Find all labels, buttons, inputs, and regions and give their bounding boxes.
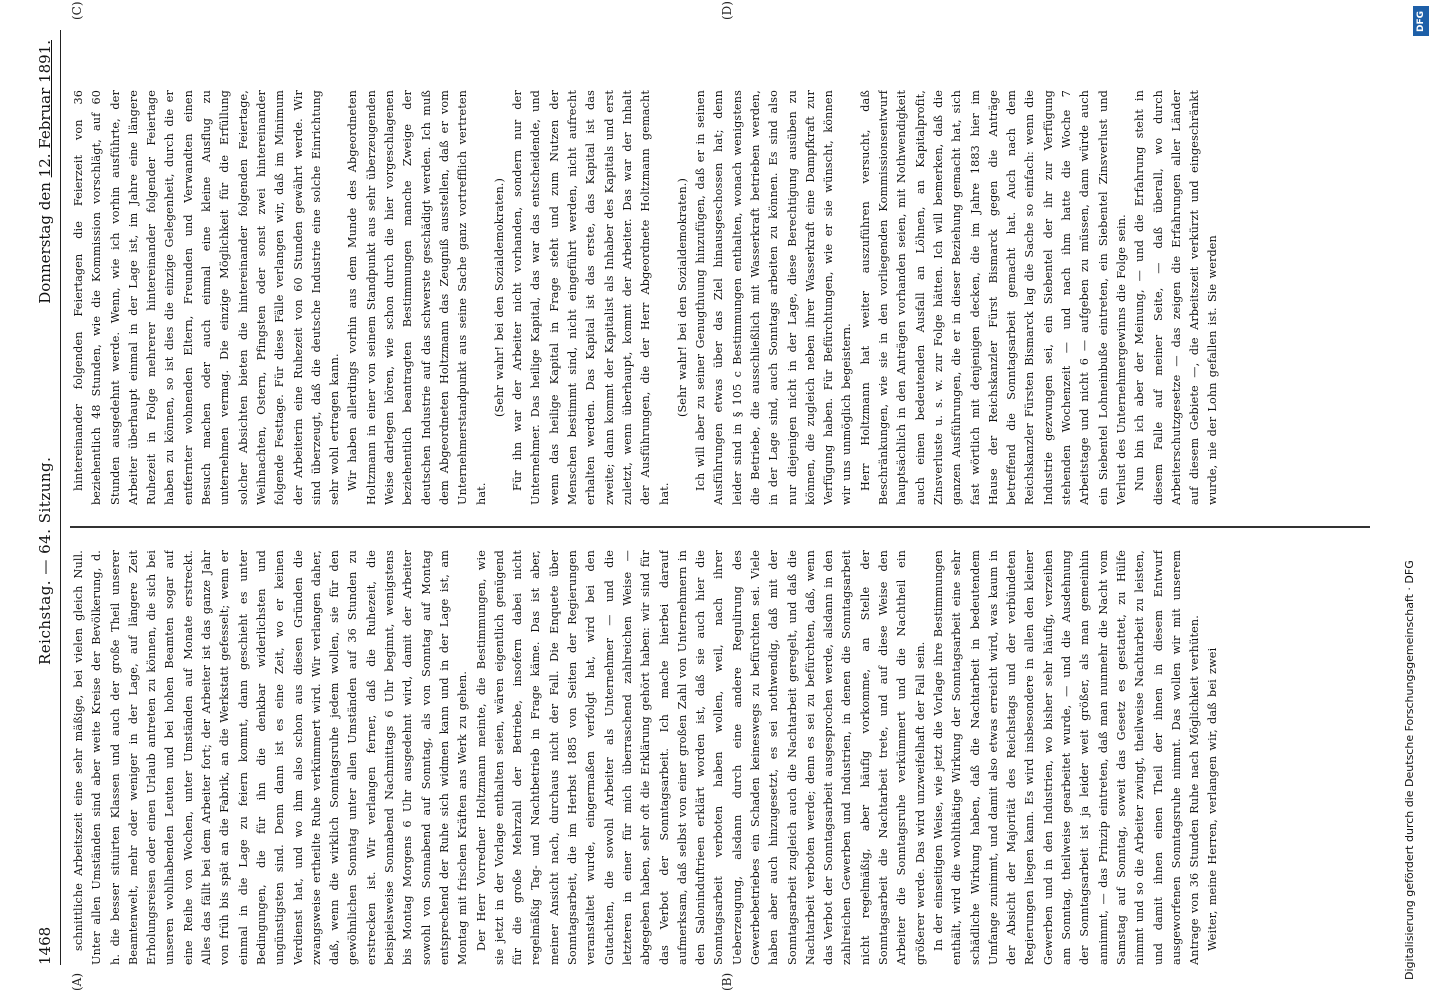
dfg-logo: DFG [1413,6,1429,36]
interjection: (Sehr wahr! bei den Sozialdemokraten.) [492,177,506,418]
paragraph: hintereinander folgenden Feiertagen die Feierzeit von 36 beziehentlich 48 Stunden, wie die Kommission vorschlägt, auf 60 Stunden ausgedehnt werde. Wenn, wie ich vorhin ausführte, der Arbeiter überhaupt einmal in der Lage ist, im Jahre eine längere Ruhezeit in Folge mehrerer hintereinander folgender Feiertage haben zu können, so ist dies die einzige Gelegenheit, durch die er entfernter wohnenden Eltern, Freunden und Verwandten einen Besuch machen oder auch einmal eine kleine Ausflug zu unternehmen vermag. Die einzige Möglichkeit für die Erfüllung solcher Absichten bieten die hintereinander folgenden Feiertage, Weihnachten, Ostern, Pfingsten oder sonst zwei hintereinander folgende Festtage. Für diese Fälle verlangen wir, daß im Minimum der Arbeiterin eine Ruhezeit von 60 Stunden gewährt werde. Wir sind überzeugt, daß die deutsche Industrie eine solche Einrichtung sehr wohl ertragen kann. [72,90,342,505]
paragraph: Wir haben allerdings vorhin aus dem Munde des Abgeordneten Holtzmann in einer von seinem Standpunkt aus sehr überzeugenden Weise darlegen hören, wie schon durch die hier vorgeschlagenen beziehentlich beantragten Bestimmungen manche Zweige der deutschen Industrie auf das schwerste geschädigt werden. Ich muß dem Abgeordneten Holtzmann das Zeugniß ausstellen, daß er vom Unternehmerstandpunkt aus seine Sache ganz vortrefflich vertreten hat. [346,90,488,505]
rotated-page [30,1,1380,991]
margin-marker-a: (A) [70,972,84,991]
paragraph: Herr Holtzmann hat weiter auszuführen versucht, daß Beschränkungen, wie sie in den vorliegenden Kommissionsentwurf hauptsächlich in den Anträgen vorhanden seien, mit Nothwendigkeit auch einen bedeutenden Ausfall an Löhnen, an Kapitalprofit, Zinsverluste u. s. w. zur Folge hätten. Ich will bemerken, daß die ganzen Ausführungen, die er in dieser Beziehung gemacht hat, sich fast wörtlich mit denjenigen decken, die im Jahre 1883 hier im Hause der Reichskanzler Fürst Bismarck gegen die Anträge betreffend die Sonntagsarbeit gemacht hat. Auch nach dem Reichskanzler Fürsten Bismarck lag die Sache so einfach: wenn die Industrie gezwungen sei, ein Siebentel der ihr zur Verfügung stehenden Wochenzeit — und nach ihm hatte die Woche 7 Arbeitstage und nicht 6 — aufgeben zu müssen, dann würde auch ein Siebentel Lohneinbuße eintreten, ein Siebentel Zinsverlust und Verlust des Unternehmergewinns die Folge sein. [858,90,1128,505]
interjection: (Sehr wahr! bei den Sozialdemokraten.) [675,177,689,418]
margin-marker-c: (C) [70,1,84,20]
page-header [30,30,61,965]
funding-note: Digitalisierung gefördert durch die Deutsche Forschungsgemeinschaft · DFG [1403,560,1416,980]
session-title: Reichstag. — 64. Sitzung. [36,456,54,665]
digitization-footer [1390,10,1430,990]
session-date [30,40,60,304]
paragraph: Nun bin ich aber der Meinung, — und die Erfahrung steht in diesem Falle auf meiner Seite, — daß überall, wo durch Arbeiterschutzgesetze — das zeigen die Erfahrungen aller Länder auf diesem Gebiete —, die Arbeitszeit verkürzt und eingeschränkt wurde, nie der Lohn gefallen ist. Sie werden [1133,90,1220,505]
paragraph: Ich will aber zu seiner Genugthuung hinzufügen, daß er in seinen Ausführungen etwas über das Ziel hinausgeschossen hat; denn leider sind in § 105 c Bestimmungen enthalten, wonach wenigstens die Betriebe, die ausschließlich mit Wasserkraft betrieben werden, in der Lage sind, auch Sonntags arbeiten zu können. Es sind also nur diejenigen nicht in der Lage, diese Berechtigung ausüben zu können, die zugleich neben ihrer Wasserkraft eine Dampfkraft zur Verfügung haben. Für Befürchtungen, wie er sie wünscht, können wir uns unmöglich begeistern. [694,90,854,505]
page-number: 1468 [36,926,54,965]
paragraph: In der einseitigen Weise, wie jetzt die Vorlage ihre Bestimmungen enthält, wird die wohlthätige Wirkung der Sonntagsarbeit eine sehr schädliche Wirkung haben, daß die Nachtarbeit in bedeutendem Umfange zunimmt, und damit also etwas erreicht wird, was kaum in der Absicht der Majorität des Reichstags und der verbündeten Regierungen liegen kann. Es wird insbesondere in allen den kleiner Gewerben und in den Industrien, wo bisher sehr häufig, verzeihen am Sonntag, theilweise gearbeitet wurde, — und die Ausdehnung der Sonntagsarbeit ist ja leider weit größer, als man gemeinhin annimmt, — das Prinzip eintreten, daß man nunmehr die Nacht vom Samstag auf Sonntag, soweit das Gesetz es gestattet, zu Hülfe nimmt und so die Arbeiter zwingt, theilweise Nachtarbeit zu leisten, und damit ihnen einen Theil der ihnen in diesem Entwurf ausgeworfenen Sonntagsruhe nimmt. Das wollen wir mit unserem Antrage von 36 Stunden Ruhe nach Möglichkeit verhüten. [931,550,1202,965]
column-divider [70,527,1370,529]
paragraph: Der Herr Vorredner Holtzmann meinte, die Bestimmungen, wie sie jetzt in der Vorlage enthalten seien, wären eigentlich genügend für die große Mehrzahl der Betriebe, insofern dabei nicht regelmäßig Tag- und Nachtbetrieb in Frage käme. Das ist aber, meiner Ansicht nach, durchaus nicht der Fall. Die Enquete über Sonntagsarbeit, die im Herbst 1885 von Seiten der Regierungen veranstaltet wurde, eingermaßen verfolgt hat, wird bei den Gutachten, die sowohl Arbeiter als Unternehmer — und die letzteren in einer für mich überraschend zahlreichen Weise — abgegeben haben, sehr oft die Erklärung gehört haben: wir sind für das Verbot der Sonntagsarbeit. Ich mache hierbei darauf aufmerksam, daß selbst von einer großen Zahl von Unternehmern in den Saloninduftrieen erklärt worden ist, daß sie auch hier die Sonntagsarbeit verboten haben wollen, weil, nach ihrer Ueberzeugung, alsdann durch eine andere Regulirung des Gewerbebetriebes ein Schaden keineswegs zu befürchten sei. Viele haben aber auch hinzugesetzt, es sei nothwendig, daß mit der Sonntagsarbeit zugleich auch die Nachtarbeit geregelt, und daß die Nachtarbeit verboten werde; denn es sei zu befürchten, daß, wenn das Verbot der Sonntagsarbeit ausgesprochen werde, alsdann in den zahlreichen Gewerben und Industrien, in denen die Sonntagsarbeit nicht regelmäßig, aber häufig vorkomme, an Stelle der Sonntagsarbeit die Nachtarbeit trete, und auf diese Weise den Arbeiter die Sonntagsruhe verkümmert und die Nachtheil ein größerer werde. Das wird unzweifelhaft der Fall sein. [474,550,927,965]
right-column [70,90,1370,505]
margin-marker-d: (D) [720,1,734,20]
date-value: 12. Februar 1891. [36,40,54,178]
margin-marker-b: (B) [720,972,734,991]
paragraph: schnittliche Arbeitszeit eine sehr mäßige, bei vielen gleich Null. Unter allen Umständen sind aber weite Kreise der Bevölkerung, d. h. die besser situirten Klassen und auch der große Theil unserer Beamtenwelt, mehr oder weniger in der Lage, auf längere Zeit Erholungsreisen oder einen Urlaub antreten zu können, die sich bei unseren wohlhabenden Leuten und bei hohen Beamten sogar auf eine Reihe von Wochen, unter Umständen auf Monate erstreckt. Alles das fällt bei dem Arbeiter fort; der Arbeiter ist das ganze Jahr von früh bis spät an die Fabrik, an die Werkstatt gefesselt; wenn er einmal in die Lage zu feiern kommt, dann geschieht es unter Bedingungen, die für ihn die denkbar widerlichsten und ungünstigsten sind. Denn dann ist es eine Zeit, wo er keinen Verdienst hat, und wo ihm also schon aus diesen Gründen die zwangsweise ertheilte Ruhe verkümmert wird. Wir verlangen daher, daß, wenn die wirklich Sonntagsruhe jedem wollen, sie für den gewöhnlichen Sonntag unter allen Umständen auf 36 Stunden zu erstrecken ist. Wir verlangen ferner, daß die Ruhezeit, die beispielsweise Sonnabend Nachmittags 6 Uhr beginnt, wenigstens bis Montag Morgens 6 Uhr ausgedehnt wird, damit der Arbeiter sowohl von Sonnabend auf Sonntag, als von Sonntag auf Montag entsprechend der Ruhe sich widmen kann und in der Lage ist, am Montag mit frischen Kräften ans Werk zu gehen. [72,550,470,965]
paragraph: Weiter, meine Herren, verlangen wir, daß bei zwei [1206,647,1220,951]
paragraph: Für ihn war der Arbeiter nicht vorhanden, sondern nur der Unternehmer. Das heilige Kapital, das war das entscheidende, und wenn das heilige Kapital in Frage steht und zum Nutzen der Menschen bestimmt sind, nicht eingeführt werden, nicht aufrecht erhalten werden. Das Kapital ist das erste, das Kapital ist das zweite; dann kommt der Kapitalist als Inhaber des Kapitals und erst zuletzt, wenn überhaupt, kommt der Arbeiter. Das war der Inhalt der Ausführungen, die der Herr Abgeordnete Holtzmann gemacht hat. [511,90,671,505]
date-prefix: Donnerstag den [36,177,54,304]
left-column [70,550,1370,965]
